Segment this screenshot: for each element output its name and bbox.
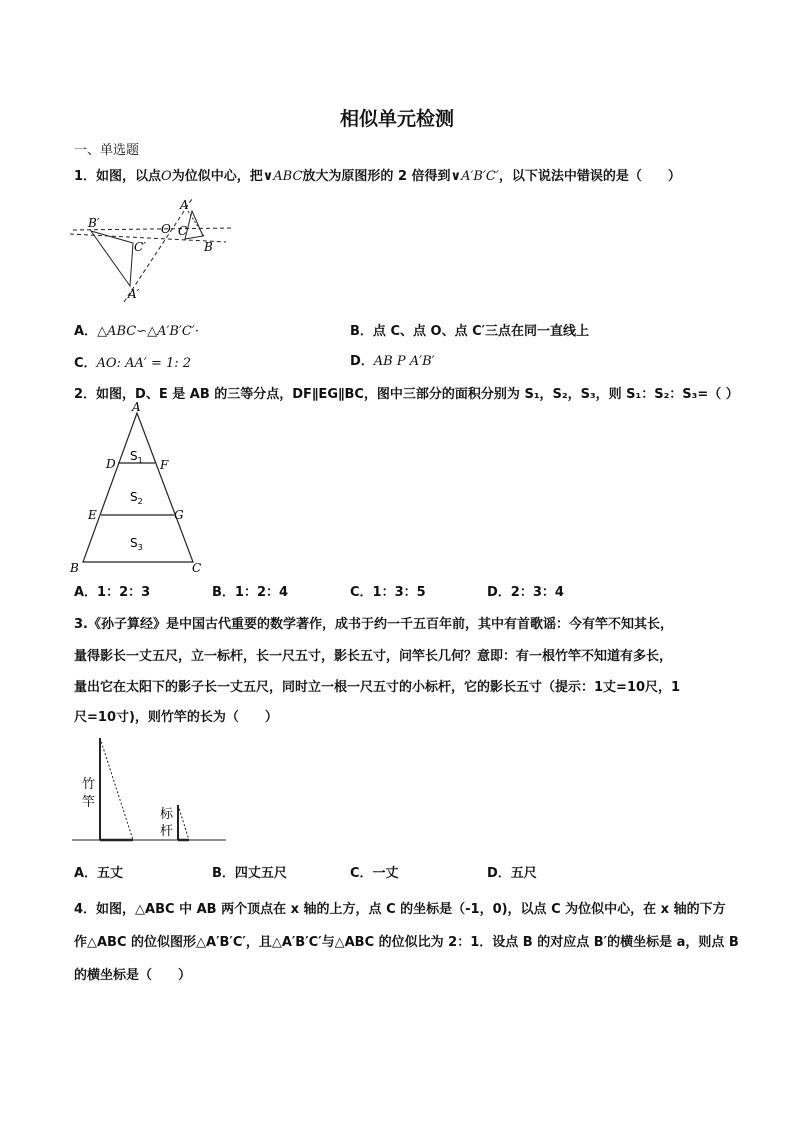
q2-option-c: C．1：3：5 — [350, 585, 426, 600]
q1-text-pre: 1．如图，以点 — [74, 169, 162, 184]
q1-label-b: B — [204, 240, 213, 254]
question-4-line-3: 的横坐标是（ ） — [74, 968, 192, 983]
q1-point-o: O — [161, 169, 172, 184]
q2-label-f: F — [160, 458, 169, 472]
q2-label-s3: $S_3$ — [130, 536, 143, 552]
q1-option-d: D．AB P A′B′ — [350, 354, 435, 369]
q1-label-o: O — [161, 222, 171, 236]
question-1-stem — [74, 165, 681, 184]
q2-label-a: A — [132, 400, 141, 414]
question-4-line-2: 作△ABC 的位似图形△A′B′C′，且△A′B′C′与△ABC 的位似比为 2：1．设点 B 的对应点 B′的横坐标是 a，则点 B — [74, 935, 739, 950]
q3-stick-label-1: 标 — [160, 807, 174, 822]
question-2-stem: 2．如图，D、E 是 AB 的三等分点，DF∥EG∥BC，图中三部分的面积分别为 S₁，S₂，S₃，则 S₁：S₂：S₃=（ ） — [74, 387, 739, 402]
q1-text-post: ，以下说法中错误的是（ ） — [498, 169, 681, 184]
q1-triangle-abc2: A′B′C′ — [461, 169, 499, 184]
q1-triangle-abc: ABC — [273, 169, 303, 184]
q3-pole-label-1: 竹 — [82, 777, 96, 792]
q2-label-s1: $S_1$ — [130, 449, 143, 465]
question-3-figure — [66, 730, 236, 850]
q3-option-c: C．一丈 — [350, 866, 399, 881]
question-1-figure — [66, 190, 236, 310]
question-3-line-4: 尺=10寸)，则竹竿的长为（ ） — [74, 710, 278, 725]
question-3-line-1: 3.《孙子算经》是中国古代重要的数学著作，成书于约一千五百年前，其中有首歌谣：今有竿不知其长， — [74, 617, 673, 632]
q2-option-b: B．1：2：4 — [212, 585, 289, 600]
question-3-line-2: 量得影长一丈五尺，立一标杆，长一尺五寸，影长五寸，问竿长几何？意即：有一根竹竿不知道有多长， — [74, 649, 673, 664]
q1-label-b1: B′ — [88, 216, 100, 230]
q1-text-mid1: 为位似中心，把∨ — [171, 169, 274, 184]
q3-option-b: B．四丈五尺 — [212, 866, 287, 881]
question-4-line-1: 4．如图，△ABC 中 AB 两个顶点在 x 轴的上方，点 C 的坐标是（-1，0)，以点 C 为位似中心，在 x 轴的下方 — [74, 902, 726, 917]
q3-stick-label-2: 杆 — [160, 824, 174, 839]
q2-label-d: D — [106, 457, 116, 471]
q1-option-a: A．△ABC∽△A′B′C′· — [74, 324, 199, 339]
section-heading: 一、单选题 — [74, 143, 140, 158]
q1-label-c1: C′ — [134, 240, 146, 254]
q3-option-a: A．五丈 — [74, 866, 124, 881]
q2-label-b: B — [70, 561, 79, 575]
q1-label-c: C — [178, 224, 188, 238]
q1-label-a1: A′ — [128, 287, 140, 301]
q3-option-d: D．五尺 — [487, 866, 537, 881]
q3-pole-label-2: 竿 — [82, 795, 96, 810]
question-2-figure — [66, 400, 226, 578]
q2-label-s2: $S_2$ — [130, 490, 143, 506]
q1-option-c: C．AO: AA′ = 1: 2 — [74, 356, 192, 371]
q1-option-b: B．点 C、点 O、点 C′三点在同一直线上 — [350, 324, 590, 339]
q1-label-a: A — [180, 198, 189, 212]
q2-label-e: E — [88, 508, 97, 522]
question-3-line-3: 量出它在太阳下的影子长一丈五尺，同时立一根一尺五寸的小标杆，它的影长五寸（提示：1丈=10尺，1 — [74, 680, 681, 695]
q2-option-a: A．1：2：3 — [74, 585, 151, 600]
q2-label-g: G — [174, 508, 184, 522]
q1-text-mid2: 放大为原图形的 2 倍得到∨ — [302, 169, 462, 184]
q2-option-d: D．2：3：4 — [487, 585, 564, 600]
q2-label-c: C — [192, 561, 202, 575]
page-title: 相似单元检测 — [339, 108, 454, 130]
